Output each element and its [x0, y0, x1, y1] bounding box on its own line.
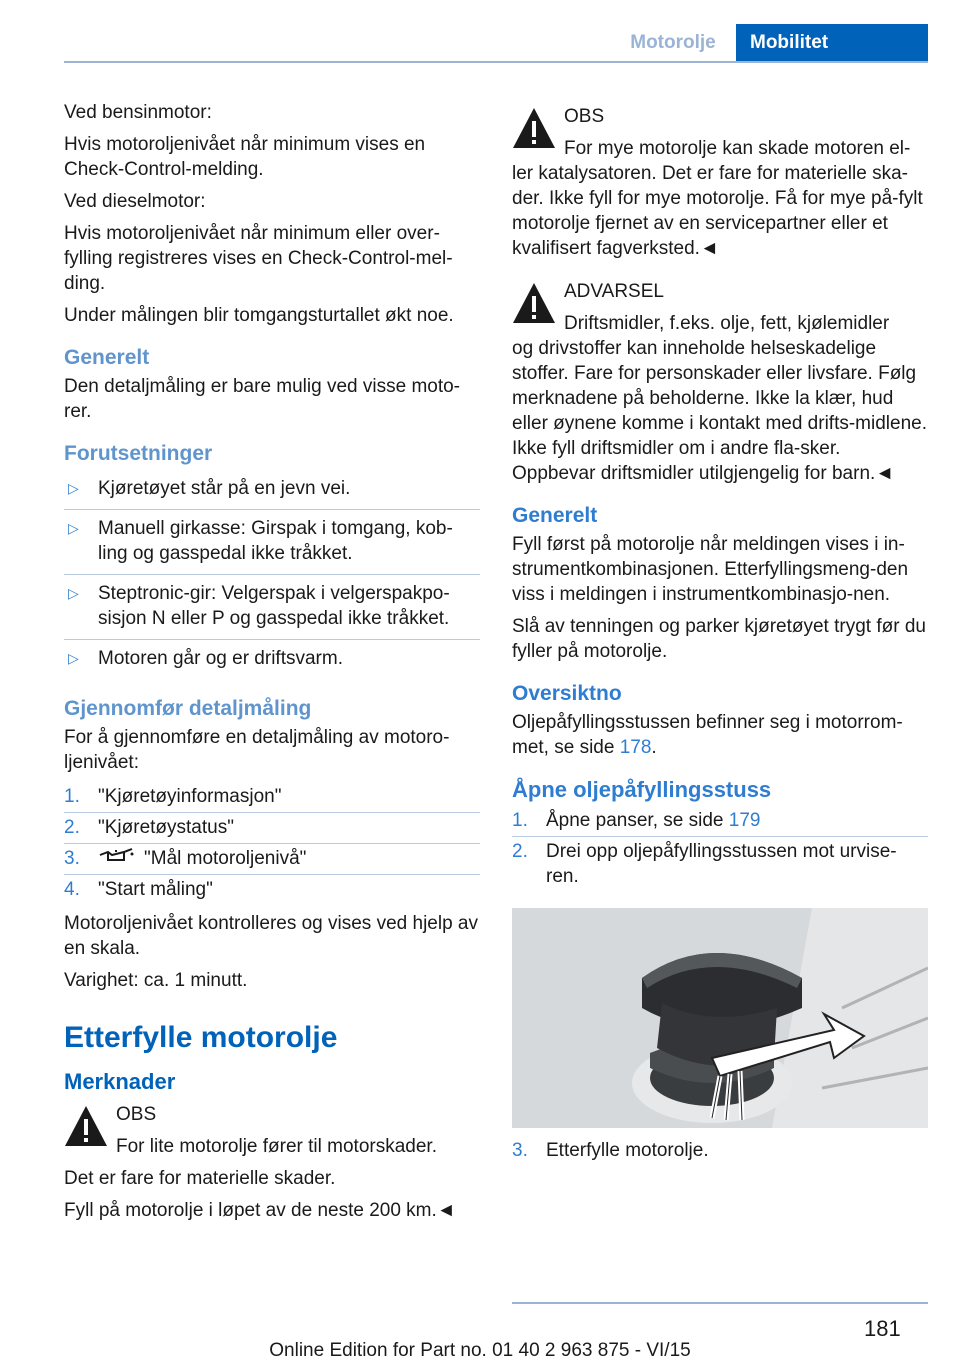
- paragraph: Ved bensinmotor:: [64, 102, 212, 123]
- page-link-178[interactable]: 178: [619, 737, 652, 758]
- heading-forutsetninger: Forutsetninger: [64, 442, 213, 465]
- warning-text: Det er fare for materielle skader.: [64, 1168, 336, 1189]
- list-item-text: Kjøretøyet står på en jevn vei.: [98, 478, 351, 499]
- warning-notice: [64, 1102, 480, 1223]
- step-text: "Kjøretøystatus": [98, 817, 234, 838]
- step-number: 2.: [64, 817, 80, 838]
- bullet-triangle-icon: ▷: [68, 650, 79, 666]
- list-item: [64, 782, 480, 813]
- list-item: [64, 470, 480, 510]
- list-item: [64, 844, 480, 875]
- header-section-tab: Motorolje: [630, 32, 716, 53]
- paragraph: Den detaljmåling er bare mulig ved visse moto-rer.: [64, 376, 461, 422]
- step-number: 4.: [64, 879, 80, 900]
- list-item: [64, 875, 480, 905]
- warning-triangle-icon: [512, 281, 556, 325]
- heading-oversikt: Oversiktno: [512, 682, 622, 705]
- step-number: 1.: [64, 786, 80, 807]
- header-chapter-tab: Mobilitet: [736, 24, 928, 61]
- steps-list: [64, 782, 480, 905]
- paragraph: For å gjennomføre en detaljmåling av motoro-ljenivået:: [64, 727, 450, 773]
- bullet-triangle-icon: ▷: [68, 520, 79, 536]
- page-number: 181: [864, 1316, 901, 1341]
- step-text: Åpne panser, se side: [546, 810, 729, 831]
- heading-merknader: Merknader: [64, 1069, 176, 1094]
- step-text: Drei opp oljepåfyllingsstussen mot urvise-ren.: [546, 841, 897, 887]
- footer-rule: [512, 1302, 928, 1304]
- left-column: [64, 100, 480, 1230]
- obs-notice: [512, 104, 928, 261]
- list-item-text: Motoren går og er driftsvarm.: [98, 648, 343, 669]
- paragraph: [512, 710, 928, 760]
- warning-text: Driftsmidler, f.eks. olje, fett, kjølemidler: [564, 313, 890, 334]
- paragraph: Fyll først på motorolje når meldingen vises i in-strumentkombinasjonen. Etterfyllingsmeng-den viss i meldingen i instrumentkombinasjo-nen.: [512, 534, 909, 605]
- header-rule: [64, 61, 928, 63]
- paragraph-text: Oljepåfyllingsstussen befinner seg i motorrom-met, se side: [512, 712, 903, 758]
- advarsel-notice: [512, 279, 928, 486]
- step-text: "Kjøretøyinformasjon": [98, 786, 282, 807]
- paragraph: Slå av tenningen og parker kjøretøyet trygt før du fyller på motorolje.: [512, 616, 926, 662]
- paragraph-text: .: [651, 737, 657, 758]
- step-number: 3.: [512, 1140, 528, 1161]
- list-item: [512, 806, 928, 837]
- online-edition-note: Online Edition for Part no. 01 40 2 963 875 - VI/15: [269, 1340, 691, 1361]
- step-number: 3.: [64, 848, 80, 869]
- warning-text: For lite motorolje fører til motorskader.: [116, 1136, 437, 1157]
- list-item: [64, 640, 480, 679]
- oil-can-icon: [98, 846, 134, 871]
- paragraph: Under målingen blir tomgangsturtallet økt noe.: [64, 305, 454, 326]
- heading-gjennomfor: Gjennomfør detaljmåling: [64, 697, 312, 720]
- warning-text: Fyll på motorolje i løpet av de neste 200 km.◄: [64, 1200, 456, 1221]
- step-text: "Start måling": [98, 879, 213, 900]
- heading-etterfylle: Etterfylle motorolje: [64, 1021, 338, 1054]
- heading-generelt: Generelt: [64, 346, 150, 369]
- heading-generelt: Generelt: [512, 504, 598, 527]
- paragraph: Varighet: ca. 1 minutt.: [64, 970, 248, 991]
- list-item: [64, 813, 480, 844]
- paragraph: Hvis motoroljenivået når minimum eller over-fylling registreres vises en Check-Control-mel-ding.: [64, 223, 453, 294]
- step-number: 1.: [512, 810, 528, 831]
- warning-triangle-icon: [512, 106, 556, 150]
- list-item: [64, 575, 480, 640]
- step-text: Etterfylle motorolje.: [546, 1140, 709, 1161]
- warning-triangle-icon: [64, 1104, 108, 1148]
- bullet-triangle-icon: ▷: [68, 480, 79, 496]
- list-item: [64, 510, 480, 575]
- warning-text: og drivstoffer kan inneholde helseskadelige stoffer. Fare for personskader eller livsfare. Følg merknadene på beholderne. Ikke la klær, hud eller øynene komme i kontakt med drifts-midlene. Ikke fyll driftsmidler om i andre fla-sker. Oppbevar driftsmidler utilgjengelig for barn.◄: [512, 338, 927, 484]
- warning-title: OBS: [564, 106, 605, 127]
- warning-text: For mye motorolje kan skade motoren el-: [564, 138, 911, 159]
- warning-title: OBS: [116, 1104, 157, 1125]
- bullet-triangle-icon: ▷: [68, 585, 79, 601]
- paragraph: Hvis motoroljenivået når minimum vises en Check-Control-melding.: [64, 134, 426, 180]
- heading-apne: Åpne oljepåfyllingsstuss: [512, 777, 772, 802]
- right-column: [512, 104, 928, 1166]
- list-item-text: Manuell girkasse: Girspak i tomgang, kob-ling og gasspedal ikke tråkket.: [98, 518, 453, 564]
- list-item: [512, 837, 928, 892]
- paragraph: Ved dieselmotor:: [64, 191, 206, 212]
- warning-title: ADVARSEL: [564, 281, 664, 302]
- page-link-179[interactable]: 179: [728, 810, 761, 831]
- list-item: [512, 1136, 928, 1166]
- oil-filler-cap-photo: [512, 908, 928, 1128]
- step-number: 2.: [512, 841, 528, 862]
- step-text: "Mål motoroljenivå": [144, 848, 307, 869]
- paragraph: Motoroljenivået kontrolleres og vises ved hjelp av en skala.: [64, 913, 478, 959]
- conditions-list: [64, 470, 480, 679]
- warning-text: ler katalysatoren. Det er fare for materielle ska-der. Ikke fyll for mye motorolje. Få for mye på-fylt motorolje fjernet av en servicepartner eller et kvalifisert fagverksted.◄: [512, 163, 923, 259]
- list-item-text: Steptronic-gir: Velgerspak i velgerspakpo-sisjon N eller P og gasspedal ikke tråkket.: [98, 583, 450, 629]
